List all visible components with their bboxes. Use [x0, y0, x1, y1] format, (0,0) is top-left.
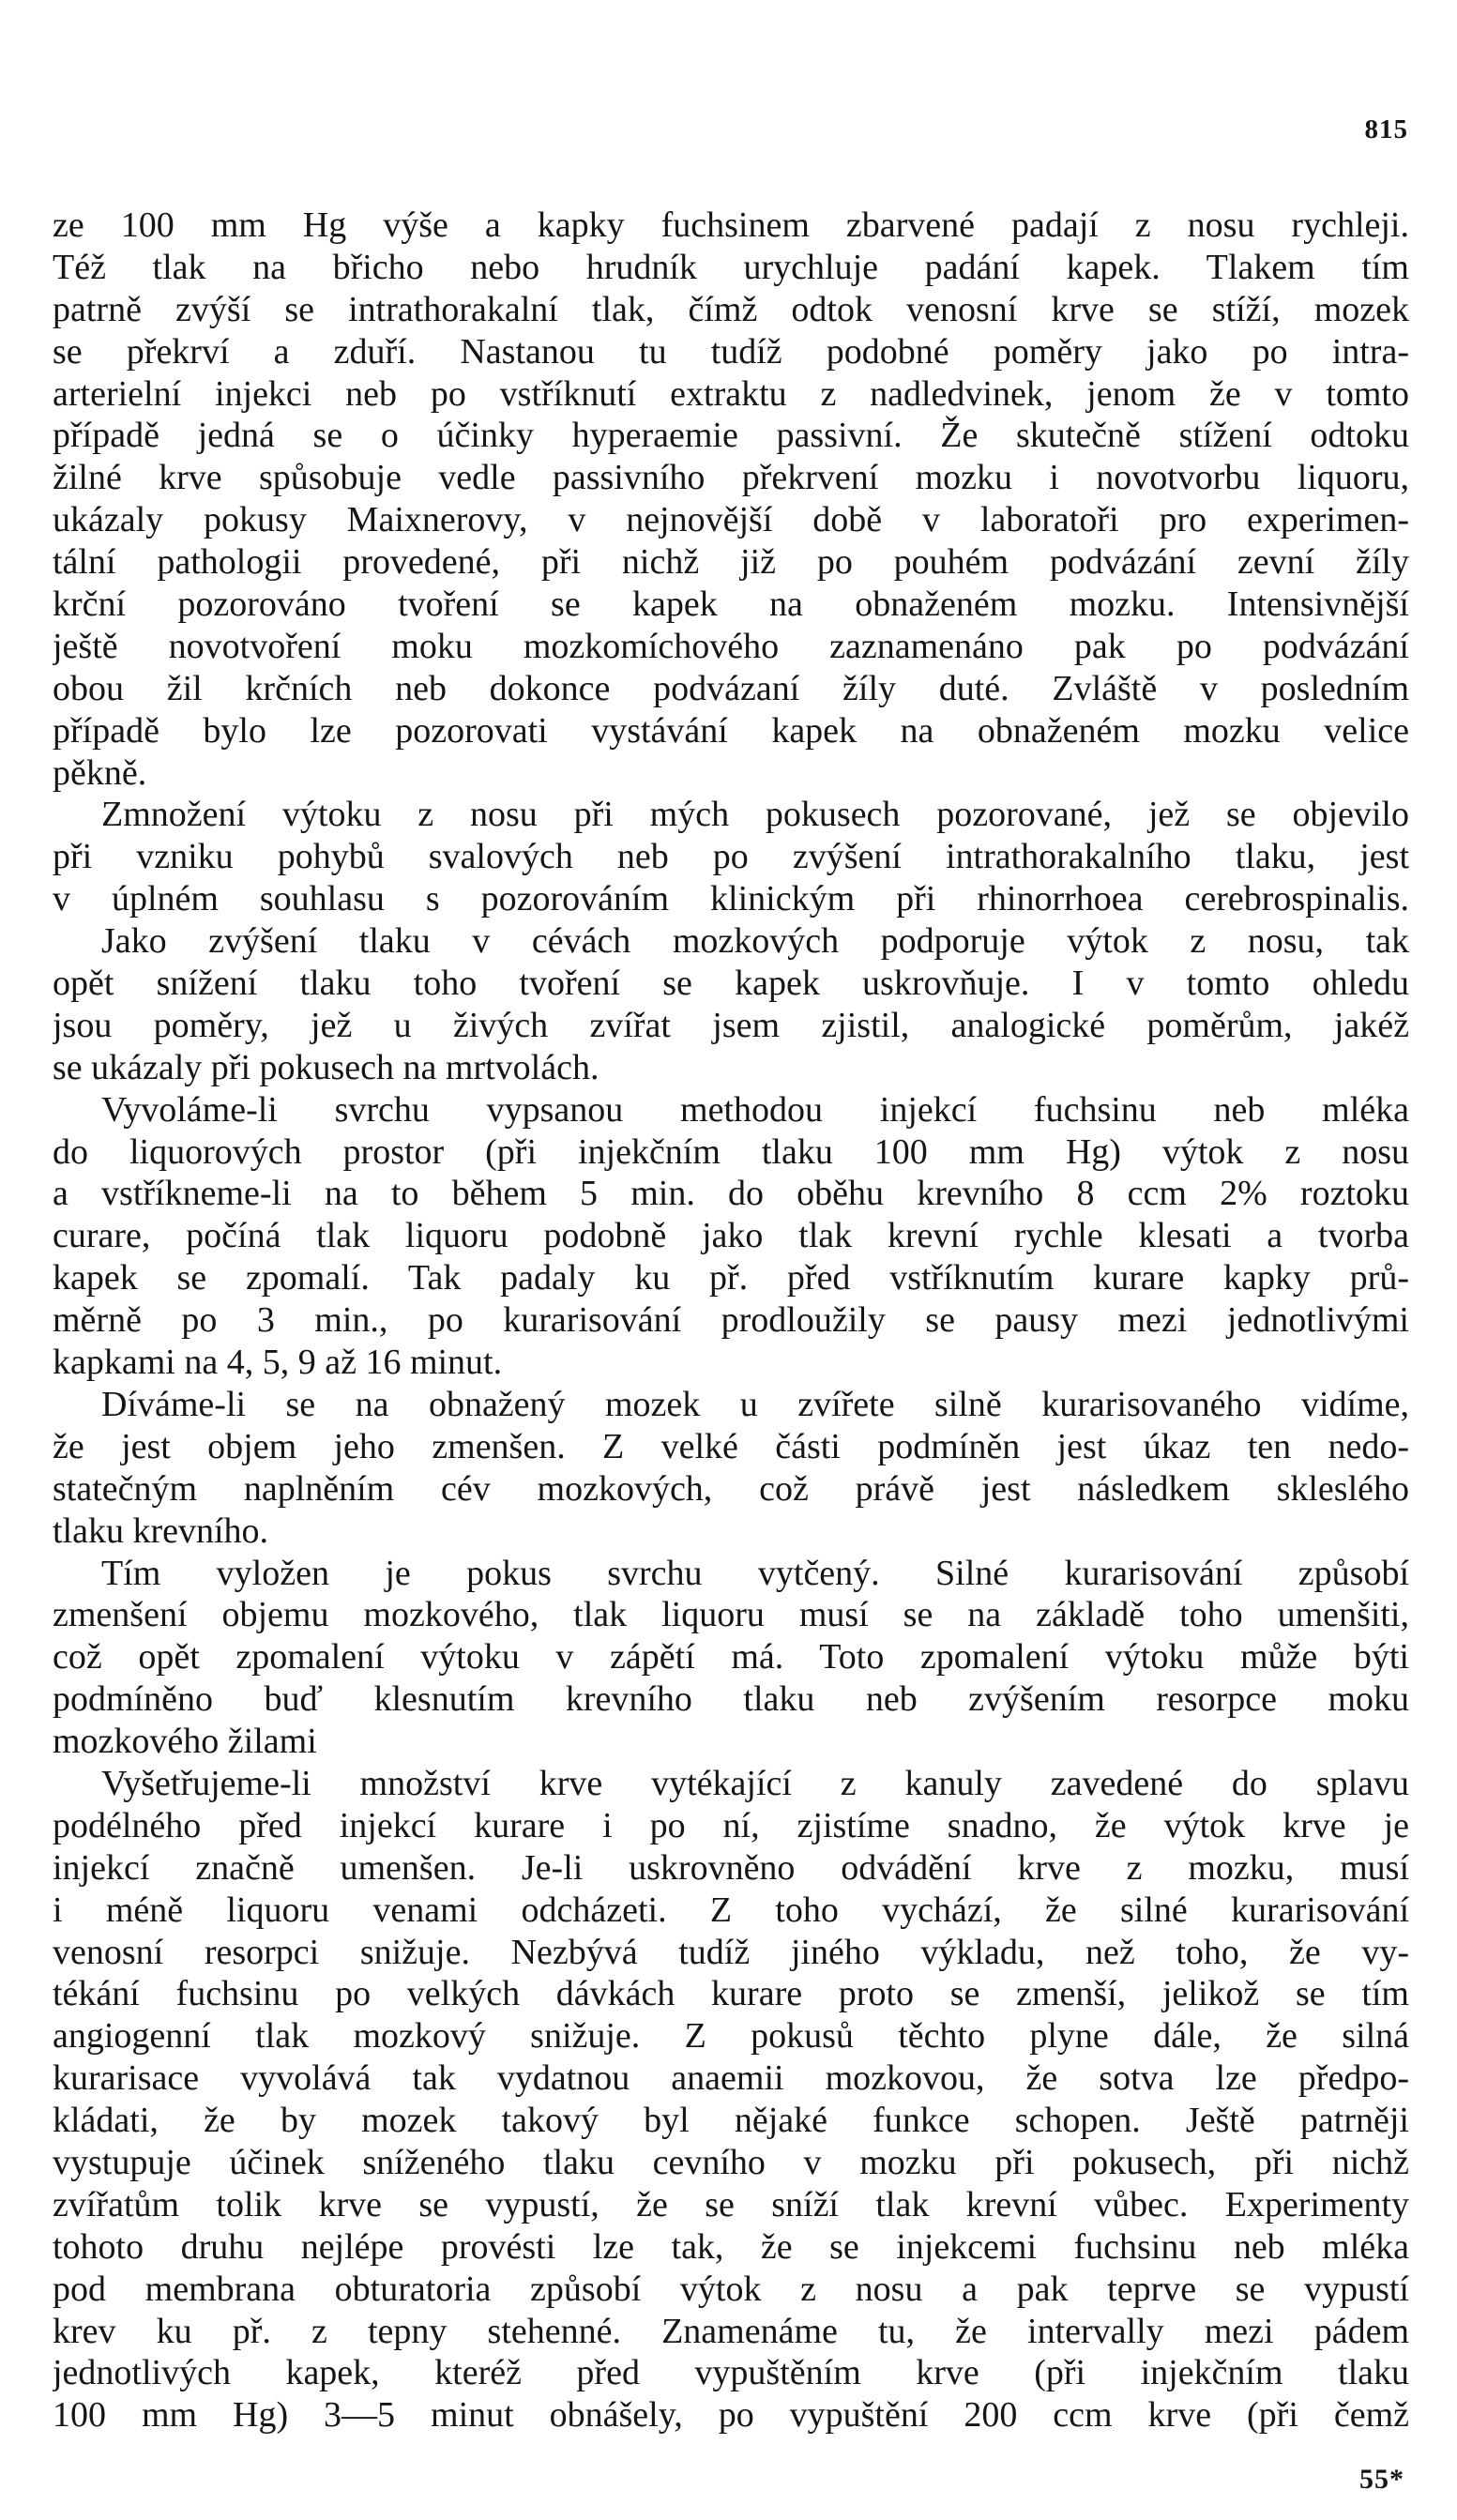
text-line: kládati, že by mozek takový byl nějaké funkce schopen. Ještě patrněji	[53, 2101, 1409, 2141]
text-line: venosní resorpci snižuje. Nezbývá tudíž jiného výkladu, než toho, že vy-	[53, 1932, 1409, 1972]
text-line: tální pathologii provedené, při nichž již po pouhém podvázání zevní žíly	[53, 542, 1409, 583]
text-line: opět snížení tlaku toho tvoření se kapek uskrovňuje. I v tomto ohledu	[53, 964, 1409, 1004]
text-line: zmenšení objemu mozkového, tlak liquoru musí se na základě toho umenšiti,	[53, 1595, 1409, 1635]
text-line: kurarisace vyvolává tak vydatnou anaemii mozkovou, že sotva lze předpo-	[53, 2058, 1409, 2099]
text-line: statečným naplněním cév mozkových, což právě jest následkem skleslého	[53, 1468, 1409, 1509]
page-number: 815	[1364, 114, 1408, 144]
text-line: jednotlivých kapek, kteréž před vypuštěním krve (při injekčním tlaku	[53, 2353, 1409, 2393]
text-line: se ukázaly při pokusech na mrtvolách.	[53, 1047, 599, 1087]
text-line: angiogenní tlak mozkový snižuje. Z pokusů těchto plyne dále, že silná	[53, 2016, 1409, 2057]
text-line: Zmnožení výtoku z nosu při mých pokusech pozorované, jež se objevilo	[101, 795, 1409, 835]
text-line: tékání fuchsinu po velkých dávkách kurare proto se zmenší, jelikož se tím	[53, 1974, 1409, 2014]
text-line: v úplném souhlasu s pozorováním klinickým při rhinorrhoea cerebrospinalis.	[53, 879, 1409, 919]
text-line: Díváme-li se na obnažený mozek u zvířete silně kurarisovaného vidíme,	[101, 1384, 1409, 1424]
text-line: jsou poměry, jež u živých zvířat jsem zjistil, analogické poměrům, jakéž	[53, 1005, 1409, 1045]
text-line: podélného před injekcí kurare i po ní, zjistíme snadno, že výtok krve je	[53, 1805, 1409, 1845]
text-line: měrně po 3 min., po kurarisování prodloužily se pausy mezi jednotlivými	[53, 1300, 1409, 1341]
text-line: Vyvoláme-li svrchu vypsanou methodou injekcí fuchsinu neb mléka	[101, 1089, 1409, 1130]
text-line: ještě novotvoření moku mozkomíchového zaznamenáno pak po podvázání	[53, 626, 1409, 666]
text-line: zvířatům tolik krve se vypustí, že se sníží tlak krevní vůbec. Experimenty	[53, 2184, 1409, 2224]
text-line: ukázaly pokusy Maixnerovy, v nejnovější době v laboratoři pro experimen-	[53, 500, 1409, 540]
text-line: curare, počíná tlak liquoru podobně jako tlak krevní rychle klesati a tvorba	[53, 1216, 1409, 1256]
text-line: vystupuje účinek sníženého tlaku cevního v mozku při pokusech, při nichž	[53, 2142, 1409, 2182]
text-line: se překrví a zduří. Nastanou tu tudíž podobné poměry jako po intra-	[53, 331, 1409, 372]
text-line: kapek se zpomalí. Tak padaly ku př. před vstříknutím kurare kapky prů-	[53, 1258, 1409, 1298]
text-line: žilné krve spůsobuje vedle passivního překrvení mozku i novotvorbu liquoru,	[53, 458, 1409, 498]
text-line: případě bylo lze pozorovati vystávání kapek na obnaženém mozku velice	[53, 710, 1409, 751]
text-line: tlaku krevního.	[53, 1510, 269, 1551]
text-line: 100 mm Hg) 3—5 minut obnášely, po vypuštění 200 ccm krve (při čemž	[53, 2395, 1409, 2436]
text-line: patrně zvýší se intrathorakalní tlak, čímž odtok venosní krve se stíží, mozek	[53, 289, 1409, 329]
text-line: obou žil krčních neb dokonce podvázaní žíly duté. Zvláště v posledním	[53, 668, 1409, 708]
text-line: injekcí značně umenšen. Je-li uskrovněno odvádění krve z mozku, musí	[53, 1847, 1409, 1888]
text-line: podmíněno buď klesnutím krevního tlaku neb zvýšením resorpce moku	[53, 1679, 1409, 1720]
text-line: ze 100 mm Hg výše a kapky fuchsinem zbarvené padají z nosu rychleji.	[53, 205, 1409, 245]
text-line: tohoto druhu nejlépe provésti lze tak, že se injekcemi fuchsinu neb mléka	[53, 2226, 1409, 2267]
text-line: při vzniku pohybů svalových neb po zvýšení intrathorakalního tlaku, jest	[53, 837, 1409, 877]
text-line: což opět zpomalení výtoku v zápětí má. Toto zpomalení výtoku může býti	[53, 1637, 1409, 1677]
text-line: a vstříkneme-li na to během 5 min. do oběhu krevního 8 ccm 2% roztoku	[53, 1174, 1409, 1214]
text-line: kapkami na 4, 5, 9 až 16 minut.	[53, 1343, 503, 1383]
text-line: Vyšetřujeme-li množství krve vytékající z kanuly zavedené do splavu	[101, 1763, 1409, 1803]
text-line: Též tlak na břicho nebo hrudník urychluje padání kapek. Tlakem tím	[53, 247, 1409, 287]
text-line: pěkně.	[53, 752, 147, 793]
text-line: mozkového žilami	[53, 1722, 317, 1762]
text-line: arterielní injekci neb po vstříknutí extraktu z nadledvinek, jenom že v tomto	[53, 373, 1409, 414]
signature-mark: 55*	[1359, 2464, 1404, 2495]
text-line: Jako zvýšení tlaku v cévách mozkových podporuje výtok z nosu, tak	[101, 921, 1409, 962]
text-line: Tím vyložen je pokus svrchu vytčený. Silné kurarisování způsobí	[101, 1553, 1409, 1593]
text-line: pod membrana obturatoria způsobí výtok z nosu a pak teprve se vypustí	[53, 2269, 1409, 2309]
text-line: krev ku př. z tepny stehenné. Znamenáme tu, že intervally mezi pádem	[53, 2311, 1409, 2351]
text-line: i méně liquoru venami odcházeti. Z toho vychází, že silné kurarisování	[53, 1890, 1409, 1930]
text-line: do liquorových prostor (při injekčním tlaku 100 mm Hg) výtok z nosu	[53, 1131, 1409, 1172]
text-line: případě jedná se o účinky hyperaemie passivní. Že skutečně stížení odtoku	[53, 416, 1409, 456]
text-line: krční pozorováno tvoření se kapek na obnaženém mozku. Intensivnější	[53, 584, 1409, 625]
body-text	[53, 205, 1409, 2437]
text-line: že jest objem jeho zmenšen. Z velké části podmíněn jest úkaz ten nedo-	[53, 1426, 1409, 1466]
